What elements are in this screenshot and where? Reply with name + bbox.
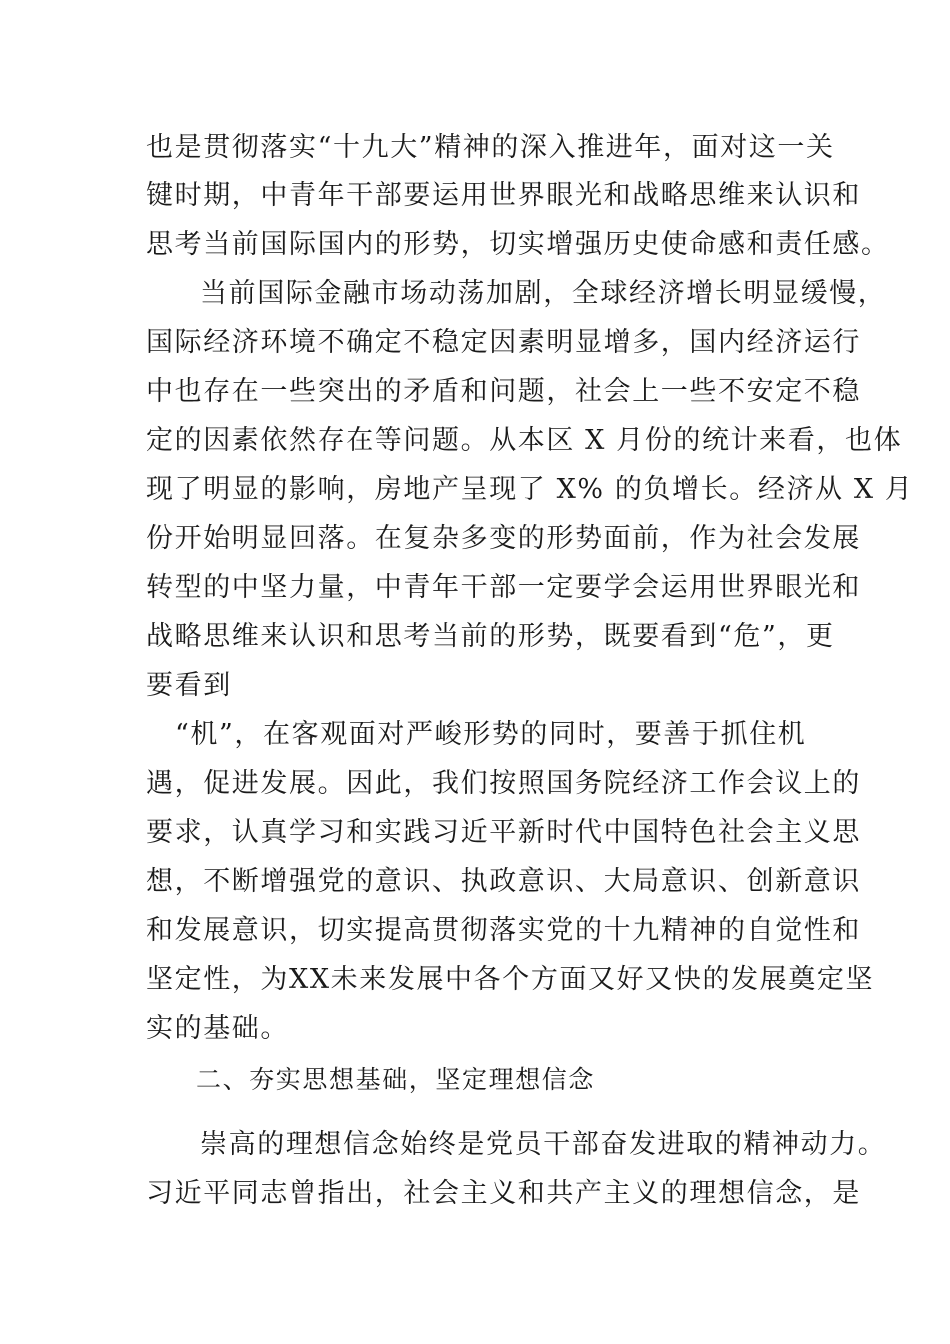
text-line: 想，不断增强党的意识、执政意识、大局意识、创新意识: [146, 866, 861, 897]
text-line: “机”，在客观面对严峻形势的同时，要善于抓住机: [175, 719, 807, 750]
text-line: 要求，认真学习和实践习近平新时代中国特色社会主义思: [146, 817, 861, 848]
text-line: 崇高的理想信念始终是党员干部奋发进取的精神动力。: [200, 1129, 887, 1160]
text-line: 现了明显的影响，房地产呈现了 X% 的负增长。经济从 X 月: [146, 474, 914, 505]
text-line: 习近平同志曾指出，社会主义和共产主义的理想信念，是: [146, 1178, 861, 1209]
text-line: 中也存在一些突出的矛盾和问题，社会上一些不安定不稳: [146, 376, 861, 407]
text-line: 实的基础。: [146, 1013, 289, 1044]
text-line: 遇，促进发展。因此，我们按照国务院经济工作会议上的: [146, 768, 861, 799]
text-line: 思考当前国际国内的形势，切实增强历史使命感和责任感。: [146, 229, 890, 260]
text-line: 转型的中坚力量，中青年干部一定要学会运用世界眼光和: [146, 572, 861, 603]
text-line: 要看到: [146, 670, 232, 701]
text-line: 定的因素依然存在等问题。从本区 X 月份的统计来看，也体: [146, 425, 903, 456]
text-line: 键时期，中青年干部要运用世界眼光和战略思维来认识和: [146, 180, 861, 211]
text-line: 坚定性，为XX未来发展中各个方面又好又快的发展奠定坚: [146, 964, 875, 995]
text-line: 当前国际金融市场动荡加剧，全球经济增长明显缓慢，: [200, 278, 887, 309]
section-heading: 二、夯实思想基础，坚定理想信念: [196, 1065, 596, 1094]
text-line: 和发展意识，切实提高贯彻落实党的十九精神的自觉性和: [146, 915, 861, 946]
text-line: 战略思维来认识和思考当前的形势，既要看到“危”，更: [146, 621, 835, 652]
text-line: 也是贯彻落实“十九大”精神的深入推进年，面对这一关: [146, 132, 835, 163]
text-line: 国际经济环境不确定不稳定因素明显增多，国内经济运行: [146, 327, 861, 358]
text-line: 份开始明显回落。在复杂多变的形势面前，作为社会发展: [146, 523, 861, 554]
